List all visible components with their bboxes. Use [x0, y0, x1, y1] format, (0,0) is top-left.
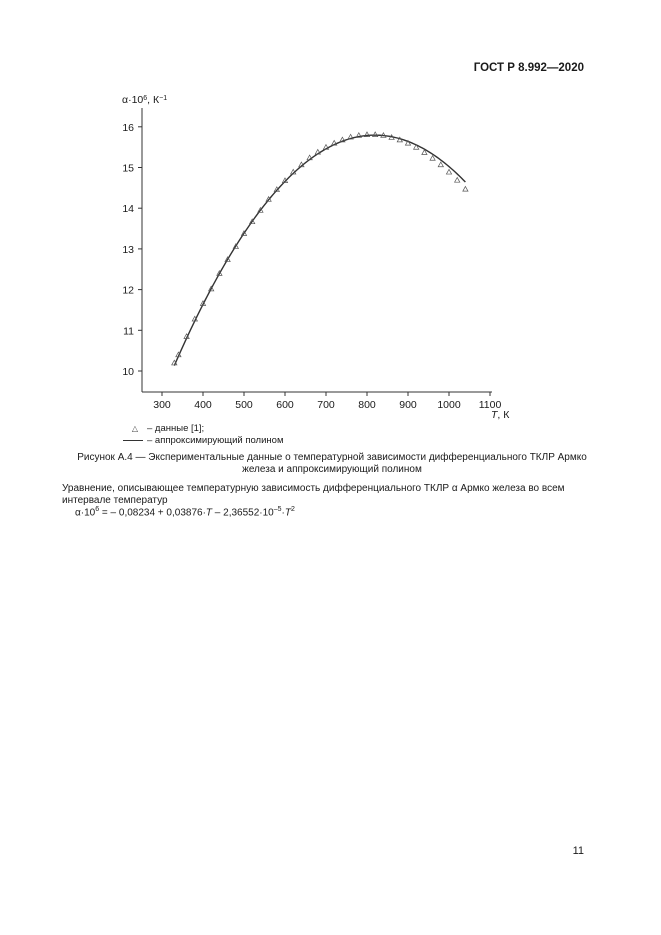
triangle-marker-icon: △	[131, 423, 139, 433]
figure-caption: Рисунок А.4 — Экспериментальные данные о температурной зависимости дифференциального ТКЛР Армко железа и аппроксимирующий полином	[77, 452, 587, 475]
legend	[123, 422, 283, 446]
y-tick-label: 15	[122, 162, 134, 175]
x-axis-label: Т, К	[491, 409, 510, 421]
y-axis-label: $\alpha\cdot 10^6$, $К^{-1}$	[122, 94, 168, 106]
equation: $\alpha\cdot 10^6$ = – $0,08234 + 0,03876\cdot Т - 2,36552\cdot 10^{-5}\cdot Т^2$	[75, 506, 295, 519]
chart	[0, 0, 661, 440]
chart-ticks	[122, 122, 501, 411]
equation-description: Уравнение, описывающее температурную зависимость дифференциального ТКЛР α Армко железа во всем интервале температур	[62, 483, 565, 506]
polynomial-series	[174, 135, 465, 365]
legend-label-data: – данные [1];	[147, 422, 205, 434]
y-tick-label: 10	[122, 366, 134, 378]
line-sample-icon	[123, 440, 143, 441]
data-point	[463, 186, 468, 191]
legend-item-data	[123, 422, 283, 434]
data-point	[455, 178, 460, 183]
legend-label-polynomial: – аппроксимирующий полином	[147, 434, 284, 446]
data-point	[438, 162, 443, 167]
y-tick-label: 14	[122, 203, 134, 216]
x-tick-label: 1100	[478, 399, 502, 411]
standard-header: ГОСТ Р 8.992—2020	[473, 62, 584, 74]
x-tick-label: 600	[276, 399, 294, 411]
x-tick-label: 700	[317, 399, 335, 411]
x-tick-label: 800	[358, 399, 376, 411]
y-tick-label: 12	[122, 284, 134, 297]
data-point	[446, 169, 451, 174]
x-tick-label: 900	[399, 399, 417, 411]
y-tick-label: 16	[122, 121, 134, 134]
x-tick-label: 300	[153, 399, 171, 411]
x-tick-label: 500	[235, 399, 253, 411]
y-tick-label: 13	[122, 243, 134, 256]
data-point	[373, 132, 378, 137]
polynomial-line	[174, 135, 465, 365]
page-number: 11	[572, 845, 584, 857]
x-tick-label: 1000	[437, 399, 461, 411]
y-tick-label: 11	[123, 325, 134, 338]
legend-item-polynomial	[123, 434, 283, 446]
x-tick-label: 400	[194, 399, 212, 411]
data-series	[172, 132, 468, 365]
